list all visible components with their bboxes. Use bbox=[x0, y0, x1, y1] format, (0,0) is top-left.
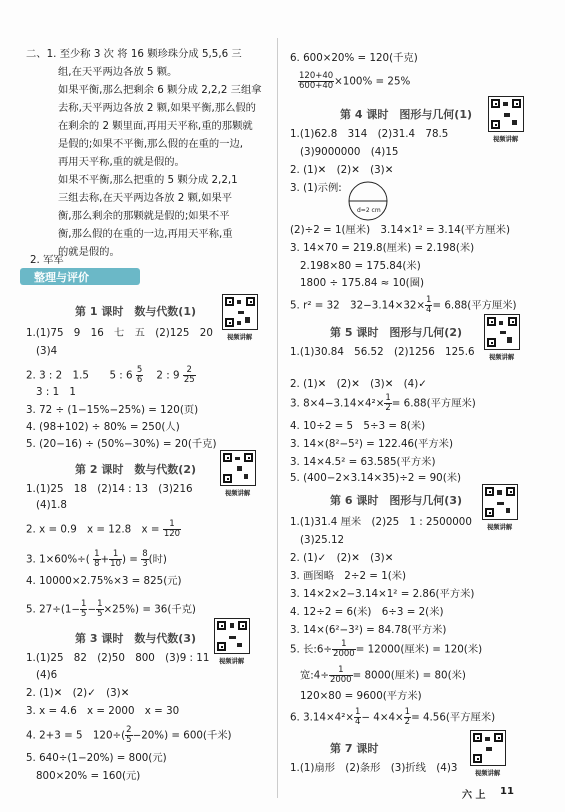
l4-line: 1.(1)62.8 314 (2)31.4 78.5 bbox=[290, 128, 449, 140]
lesson-7-title: 第 7 课时 bbox=[330, 742, 379, 755]
fraction: $\frac{5}{6}$ bbox=[136, 365, 143, 385]
l1-line: 3. 72 ÷ (1−15%−25%) = 120(页) bbox=[26, 404, 199, 416]
l6-line: (3)25.12 bbox=[300, 534, 345, 546]
intro-line: 如果平衡,那么把剩余 6 颗分成 2,2,2 三组拿 bbox=[58, 84, 262, 96]
intro-line: 二、1. 至少称 3 次 将 16 颗珍珠分成 5,5,6 三 bbox=[26, 48, 242, 60]
intro-line: 如果不平衡,那么把重的 5 颗分成 2,2,1 bbox=[58, 174, 238, 186]
column-divider bbox=[277, 38, 278, 798]
qr-caption: 视频讲解 bbox=[493, 136, 519, 143]
l2-line: (4)1.8 bbox=[36, 499, 67, 511]
qr-caption: 视频讲解 bbox=[227, 334, 253, 341]
qr-code-icon[interactable] bbox=[482, 484, 518, 520]
l3-line: (4)6 bbox=[36, 669, 58, 681]
fraction: $\frac{1}{120}$ bbox=[163, 519, 181, 539]
l1-line: 4. (98+102) ÷ 80% = 250(人) bbox=[26, 421, 180, 433]
qr-caption: 视频讲解 bbox=[487, 524, 513, 531]
intro-line: 再用天平称,重的就是假的。 bbox=[58, 156, 185, 168]
intro-line: 组,在天平两边各放 5 颗。 bbox=[58, 66, 178, 78]
l6-line: 120×80 = 9600(平方米) bbox=[300, 690, 422, 702]
qr-code-icon[interactable] bbox=[222, 294, 258, 330]
qr-caption: 视频讲解 bbox=[475, 770, 501, 777]
l6-line: 3. 14×2×2−3.14×1² = 2.86(平方米) bbox=[290, 588, 475, 600]
l3-line: 2. (1)✕ (2)✓ (3)✕ bbox=[26, 687, 130, 699]
intro-line: 去称,天平两边各放 2 颗,如果平衡,那么假的 bbox=[58, 102, 256, 114]
l7-line: 1.(1)扇形 (2)条形 (3)折线 (4)3 bbox=[290, 762, 458, 774]
l5-line: 3. 14×4.5² = 63.585(平方米) bbox=[290, 456, 436, 468]
qr-code-icon[interactable] bbox=[488, 96, 524, 132]
answer-2: 2. 军军 bbox=[30, 254, 64, 266]
lesson-6-title: 第 6 课时 图形与几何(3) bbox=[330, 494, 463, 507]
l4-line: (2)÷2 = 1(厘米) 3.14×1² = 3.14(平方厘米) bbox=[290, 224, 510, 236]
l2-line: 3. 1×60%÷( $\frac{1}{8}$ + $\frac{1}{10}$ ) = $\frac{8}{3}$ (时) bbox=[26, 549, 167, 569]
l4-line: 1800 ÷ 175.84 ≈ 10(圈) bbox=[300, 277, 425, 289]
qr-code-icon[interactable] bbox=[220, 450, 256, 486]
l5-line: 5. (400−2×3.14×35)÷2 = 90(米) bbox=[290, 472, 462, 484]
intro-line: 衡,那么剩余的那颗就是假的;如果不平 bbox=[58, 210, 230, 222]
intro-line: 衡,那么假的在重的一边,再用天平称,重 bbox=[58, 228, 233, 240]
intro-line: 的就是假的。 bbox=[58, 246, 120, 258]
l4-line: (3)9000000 (4)15 bbox=[300, 146, 399, 158]
l6-line: 2. (1)✓ (2)✕ (3)✕ bbox=[290, 552, 394, 564]
qr-code-icon[interactable] bbox=[470, 730, 506, 766]
l6-line: 宽:4÷ $\frac{1}{2000}$ = 8000(厘米) = 80(米) bbox=[300, 665, 466, 685]
l1-line: 5. (20−16) ÷ (50%−30%) = 20(千克) bbox=[26, 438, 217, 450]
page-label: 六 上 bbox=[462, 790, 486, 801]
l3-line: 4. 2+3 = 5 120÷( $\frac{2}{5}$ −20%) = 600(千米) bbox=[26, 725, 232, 745]
page-number: 11 bbox=[500, 786, 514, 797]
l5-line: 3. 14×(8²−5²) = 122.46(平方米) bbox=[290, 438, 453, 450]
l6-line: 4. 12÷2 = 6(米) 6÷3 = 2(米) bbox=[290, 606, 444, 618]
l4-line: 3. (1)示例: bbox=[290, 182, 342, 194]
qr-caption: 视频讲解 bbox=[225, 490, 251, 497]
l1-line: 3 : 1 1 bbox=[36, 386, 76, 398]
r-line: 6. 600×20% = 120(千克) bbox=[290, 52, 418, 64]
l5-line: 2. (1)✕ (2)✕ (3)✕ (4)✓ bbox=[290, 378, 427, 390]
lesson-3-title: 第 3 课时 数与代数(3) bbox=[75, 632, 197, 645]
qr-code-icon[interactable] bbox=[484, 314, 520, 350]
l4-line: 2.198×80 = 175.84(米) bbox=[300, 260, 421, 272]
l1-line: 2. 3 : 2 1.5 5 : 6 $\frac{5}{6}$ 2 : 9 $\frac{2}{25}$ bbox=[26, 365, 195, 385]
l6-line: 1.(1)31.4 厘米 (2)25 1 : 2500000 bbox=[290, 516, 472, 528]
qr-caption: 视频讲解 bbox=[489, 354, 515, 361]
fraction: $\frac{2}{25}$ bbox=[183, 365, 195, 385]
circle-diagram bbox=[345, 178, 391, 224]
l2-line: 2. x = 0.9 x = 12.8 x = $\frac{1}{120}$ bbox=[26, 519, 181, 539]
qr-caption: 视频讲解 bbox=[219, 658, 245, 665]
intro-line: 是假的;如果不平衡,那么假的在重的一边, bbox=[58, 138, 244, 150]
l4-line: 3. 14×70 = 219.8(厘米) = 2.198(米) bbox=[290, 242, 475, 254]
l3-line: 800×20% = 160(元) bbox=[36, 770, 141, 782]
l5-line: 4. 10÷2 = 5 5÷3 = 8(米) bbox=[290, 420, 426, 432]
l5-line: 1.(1)30.84 56.52 (2)1256 125.6 bbox=[290, 346, 475, 358]
l1-line: (3)4 bbox=[36, 345, 58, 357]
l6-line: 3. 14×(6²−3²) = 84.78(平方米) bbox=[290, 624, 447, 636]
l3-line: 1.(1)25 82 (2)50 800 (3)9 : 11 bbox=[26, 652, 210, 664]
l4-line: 2. (1)✕ (2)✕ (3)✕ bbox=[290, 164, 394, 176]
qr-code-icon[interactable] bbox=[214, 618, 250, 654]
l6-line: 5. 长:6÷ $\frac{1}{2000}$ = 12000(厘米) = 120(米) bbox=[290, 639, 483, 659]
l4-line: 5. r² = 32 32−3.14×32× $\frac{1}{4}$ = 6.88(平方厘米) bbox=[290, 295, 517, 315]
intro-line: 在剩余的 2 颗里面,再用天平称,重的那颗就 bbox=[58, 120, 253, 132]
l1-line: 1.(1)75 9 16 七 五 (2)125 20 bbox=[26, 327, 213, 339]
lesson-1-title: 第 1 课时 数与代数(1) bbox=[75, 305, 197, 318]
l2-line: 5. 27÷(1− $\frac{1}{5}$ − $\frac{1}{5}$ ×25%) = 36(千克) bbox=[26, 599, 196, 619]
l6-line: 6. 3.14×4²× $\frac{1}{4}$ − 4×4× $\frac{1}{2}$ = 4.56(平方厘米) bbox=[290, 707, 496, 727]
section-title: 整理与评价 bbox=[34, 271, 89, 284]
circle-label: d=2 cm bbox=[357, 207, 381, 214]
l2-line: 1.(1)25 18 (2)14 : 13 (3)216 bbox=[26, 483, 193, 495]
intro-line: 三组去称,在天平两边各放 2 颗,如果平 bbox=[58, 192, 233, 204]
lesson-5-title: 第 5 课时 图形与几何(2) bbox=[330, 326, 463, 339]
l3-line: 3. x = 4.6 x = 2000 x = 30 bbox=[26, 705, 180, 717]
l3-line: 5. 640÷(1−20%) = 800(元) bbox=[26, 752, 167, 764]
lesson-4-title: 第 4 课时 图形与几何(1) bbox=[340, 108, 473, 121]
l5-line: 3. 8×4−3.14×4²× $\frac{1}{2}$ = 6.88(平方厘米) bbox=[290, 393, 476, 413]
r-line: $\frac{120+40}{600+40}$ ×100% = 25% bbox=[299, 71, 411, 91]
l2-line: 4. 10000×2.75%×3 = 825(元) bbox=[26, 575, 182, 587]
lesson-2-title: 第 2 课时 数与代数(2) bbox=[75, 463, 197, 476]
l6-line: 3. 画图略 2÷2 = 1(米) bbox=[290, 570, 407, 582]
